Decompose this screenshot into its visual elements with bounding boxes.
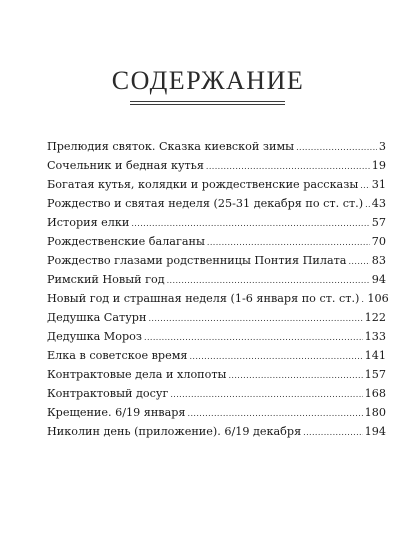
toc-entry — [47, 156, 386, 175]
toc-entry — [47, 327, 386, 346]
toc-leader-dots — [296, 138, 377, 157]
toc-entry-page: 31 — [371, 178, 386, 191]
toc-entry — [47, 308, 386, 327]
toc-entry-title: Новый год и страшная неделя (1-6 января по ст. ст.) — [47, 292, 360, 305]
toc-leader-dots — [131, 214, 369, 233]
toc-entry-title: Дедушка Мороз — [47, 330, 142, 343]
toc-entry-page: 122 — [364, 311, 386, 324]
toc-entry-title: Елка в советское время — [47, 349, 188, 362]
toc-entry-title: Николин день (приложение). 6/19 декабря — [47, 425, 302, 438]
toc-entry-page: 133 — [364, 330, 386, 343]
toc-entry-title: История елки — [47, 216, 130, 229]
toc-entry-title: Контрактовый досуг — [47, 387, 169, 400]
toc-entry-title: Контрактовые дела и хлопоты — [47, 368, 227, 381]
table-of-contents — [47, 137, 389, 441]
toc-entry-title: Крещение. 6/19 января — [47, 406, 186, 419]
toc-entry — [47, 422, 386, 441]
toc-entry — [47, 194, 386, 213]
toc-entry-page: 106 — [367, 292, 389, 305]
toc-leader-dots — [206, 157, 370, 176]
toc-leader-dots — [148, 309, 362, 328]
toc-entry-title: Сочельник и бедная кутья — [47, 159, 204, 172]
toc-leader-dots — [360, 176, 370, 195]
toc-entry-page: 94 — [371, 273, 386, 286]
toc-entry-title: Дедушка Сатурн — [47, 311, 147, 324]
toc-entry-page: 141 — [364, 349, 386, 362]
toc-entry-page: 194 — [364, 425, 386, 438]
toc-entry-page: 3 — [378, 140, 386, 153]
toc-entry-page: 168 — [364, 387, 386, 400]
toc-entry — [47, 270, 386, 289]
toc-entry-page: 180 — [364, 406, 386, 419]
toc-leader-dots — [348, 252, 369, 271]
toc-entry — [47, 232, 386, 251]
toc-entry-title: Прелюдия святок. Сказка киевской зимы — [47, 140, 295, 153]
toc-leader-dots — [303, 423, 363, 442]
toc-entry — [47, 384, 386, 403]
toc-leader-dots — [167, 271, 370, 290]
toc-entry-page: 157 — [364, 368, 386, 381]
toc-entry-page: 19 — [371, 159, 386, 172]
toc-entry — [47, 403, 386, 422]
toc-entry-title: Римский Новый год — [47, 273, 165, 286]
toc-leader-dots — [188, 404, 363, 423]
toc-leader-dots — [170, 385, 362, 404]
toc-entry-title: Рождество глазами родственницы Понтия Пилата — [47, 254, 347, 267]
toc-entry — [47, 137, 386, 156]
toc-entry-title: Рождество и святая неделя (25-31 декабря по ст. ст.) — [47, 197, 364, 210]
toc-entry-page: 57 — [371, 216, 386, 229]
toc-entry-page: 83 — [371, 254, 386, 267]
title-rule-bottom — [130, 104, 285, 105]
toc-entry — [47, 365, 386, 384]
toc-entry — [47, 346, 386, 365]
toc-entry-title: Богатая кутья, колядки и рождественские рассказы — [47, 178, 359, 191]
toc-entry — [47, 251, 386, 270]
toc-leader-dots — [189, 347, 362, 366]
toc-entry — [47, 175, 386, 194]
toc-leader-dots — [144, 328, 363, 347]
toc-entry-page: 43 — [371, 197, 386, 210]
title-rule-top — [130, 101, 285, 102]
toc-entry — [47, 289, 389, 308]
toc-entry-title: Рождественские балаганы — [47, 235, 205, 248]
toc-entry — [47, 213, 386, 232]
toc-leader-dots — [228, 366, 362, 385]
toc-entry-page: 70 — [371, 235, 386, 248]
page-title: СОДЕРЖАНИЕ — [111, 66, 305, 95]
toc-leader-dots — [207, 233, 370, 252]
